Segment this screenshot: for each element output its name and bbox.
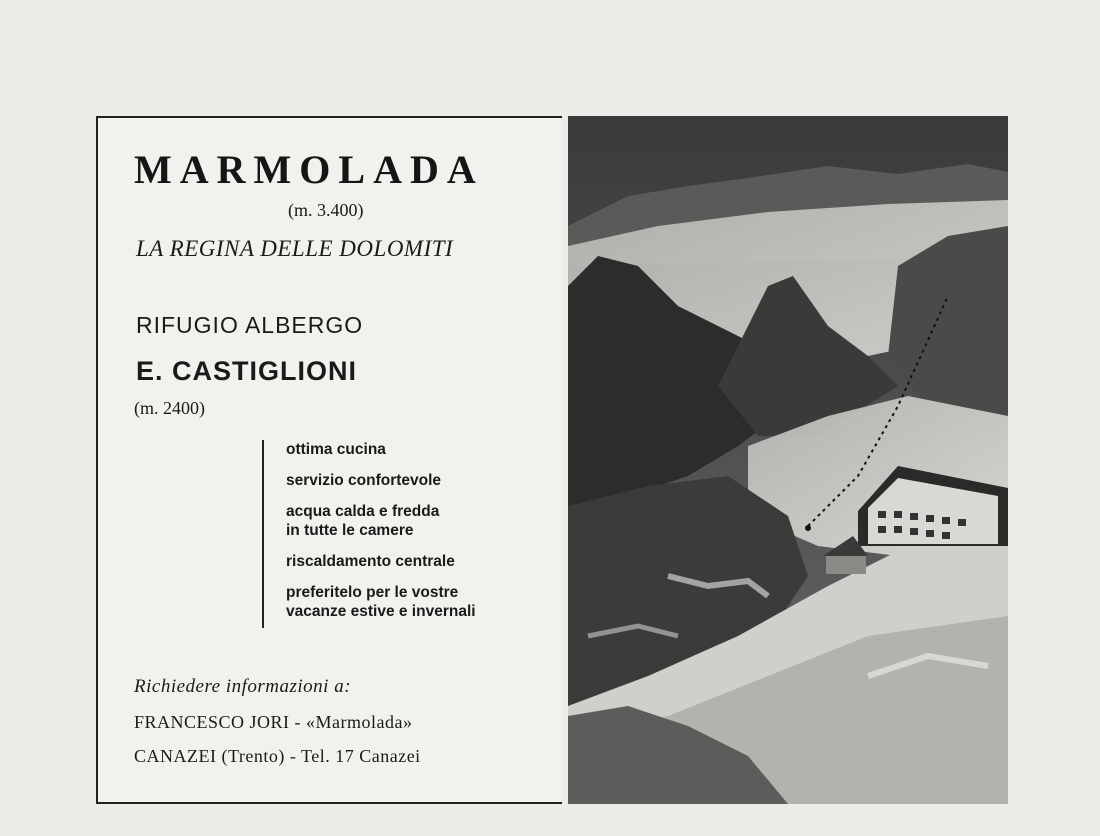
features-list <box>262 440 526 628</box>
establishment-type: RIFUGIO ALBERGO <box>136 312 364 338</box>
mountain-photo-illustration <box>568 116 1008 804</box>
mountain-photo <box>568 116 1008 804</box>
peak-altitude: (m. 3.400) <box>288 200 364 220</box>
contact-label: Richiedere informazioni a: <box>134 676 352 697</box>
hotel-altitude: (m. 2400) <box>134 398 205 418</box>
feature-item: servizio confortevole <box>286 472 442 489</box>
feature-item: preferitelo per le vostre vacanze estive e invernali <box>286 584 476 620</box>
ad-text-panel <box>96 116 562 804</box>
ad-title: MARMOLADA <box>134 147 484 192</box>
contact-address: CANAZEI (Trento) - Tel. 17 Canazei <box>134 746 421 766</box>
ad-subtitle: LA REGINA DELLE DOLOMITI <box>136 236 454 261</box>
feature-item: riscaldamento centrale <box>286 553 455 570</box>
contact-name: FRANCESCO JORI - «Marmolada» <box>134 712 413 732</box>
feature-item: acqua calda e fredda in tutte le camere <box>286 503 440 539</box>
advertisement <box>96 116 1008 804</box>
feature-item: ottima cucina <box>286 441 386 458</box>
owner-name: E. CASTIGLIONI <box>136 356 358 386</box>
